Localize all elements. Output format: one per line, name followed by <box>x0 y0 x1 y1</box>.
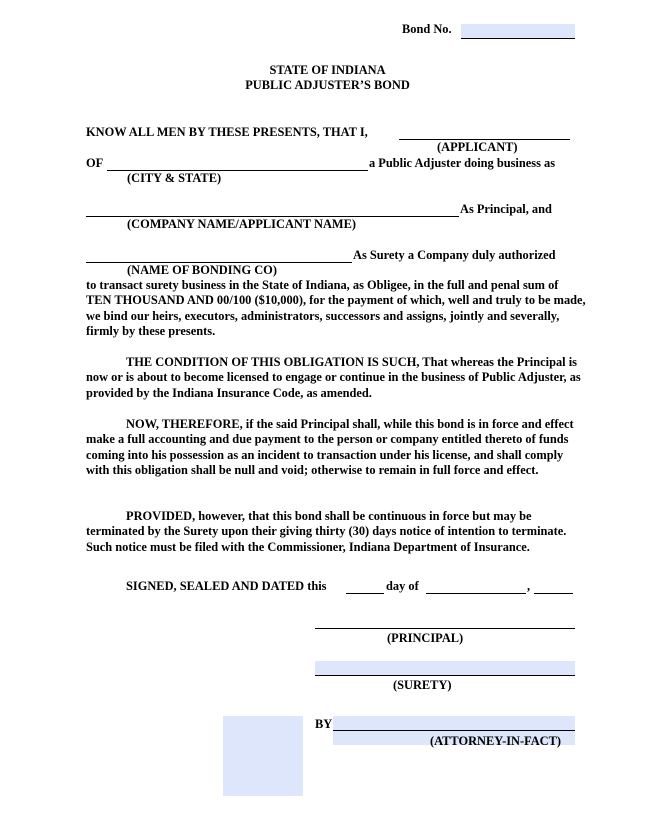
title-bond: PUBLIC ADJUSTER’S BOND <box>245 78 410 92</box>
attorney-signature-input[interactable] <box>333 716 575 731</box>
applicant-input[interactable] <box>399 125 570 140</box>
as-surety-text: As Surety a Company duly authorized <box>353 248 556 262</box>
bond-no-input[interactable] <box>461 24 575 39</box>
surety-signature-input[interactable] <box>315 661 575 676</box>
by-label: BY <box>315 717 333 731</box>
applicant-caption: (APPLICANT) <box>437 140 518 154</box>
day-of-label: day of <box>386 579 419 593</box>
seal-box[interactable] <box>223 716 303 796</box>
date-comma: , <box>527 579 531 593</box>
paragraph-provided: PROVIDED, however, that this bond shall be continuous in force but may be terminated by the Surety upon their giving thirty (30) days notice of intention to terminate. Such notice must be filed with the Commissioner, Indiana Department of Insurance. <box>86 509 567 554</box>
principal-caption: (PRINCIPAL) <box>387 631 464 645</box>
signed-label: SIGNED, SEALED AND DATED this <box>126 579 327 593</box>
bond-no-label: Bond No. <box>402 22 452 36</box>
paragraph-obligee: to transact surety business in the State of Indiana, as Obligee, in the full and penal sum of TEN THOUSAND AND 00/100 ($10,000), for the payment of which, well and truly to be made, we bind our heirs, executors, administrators, successors and assigns, jointly and severally, firmly by these presents. <box>86 278 586 339</box>
surety-caption: (SURETY) <box>393 678 452 692</box>
company-name-input[interactable] <box>86 202 459 217</box>
as-principal-text: As Principal, and <box>460 202 552 216</box>
paragraph-condition: THE CONDITION OF THIS OBLIGATION IS SUCH, That whereas the Principal is now or is about to become licensed to engage or continue in the business of Public Adjuster, as provided by the Indiana Insurance Code, as amended. <box>86 355 581 400</box>
of-label: OF <box>86 156 104 170</box>
paragraph-therefore: NOW, THEREFORE, if the said Principal shall, while this bond is in force and effect make a full accounting and due payment to the person or company entitled thereto of funds coming into his possession as an incident to transaction under his license, and shall comply with this obligation shall be null and void; otherwise to remain in full force and effect. <box>86 417 574 478</box>
title-state: STATE OF INDIANA <box>269 63 386 77</box>
know-all-text: KNOW ALL MEN BY THESE PRESENTS, THAT I, <box>86 125 368 139</box>
bonding-co-input[interactable] <box>86 248 352 263</box>
city-state-caption: (CITY & STATE) <box>127 171 222 185</box>
attorney-caption: (ATTORNEY-IN-FACT) <box>430 734 562 748</box>
month-input[interactable] <box>426 579 526 594</box>
day-input[interactable] <box>346 579 384 594</box>
city-state-input[interactable] <box>107 156 368 171</box>
bonding-co-caption: (NAME OF BONDING CO) <box>127 263 277 277</box>
year-input[interactable] <box>534 579 573 594</box>
adjuster-text: a Public Adjuster doing business as <box>369 156 556 170</box>
company-caption: (COMPANY NAME/APPLICANT NAME) <box>127 217 356 231</box>
principal-signature-input[interactable] <box>315 614 575 629</box>
